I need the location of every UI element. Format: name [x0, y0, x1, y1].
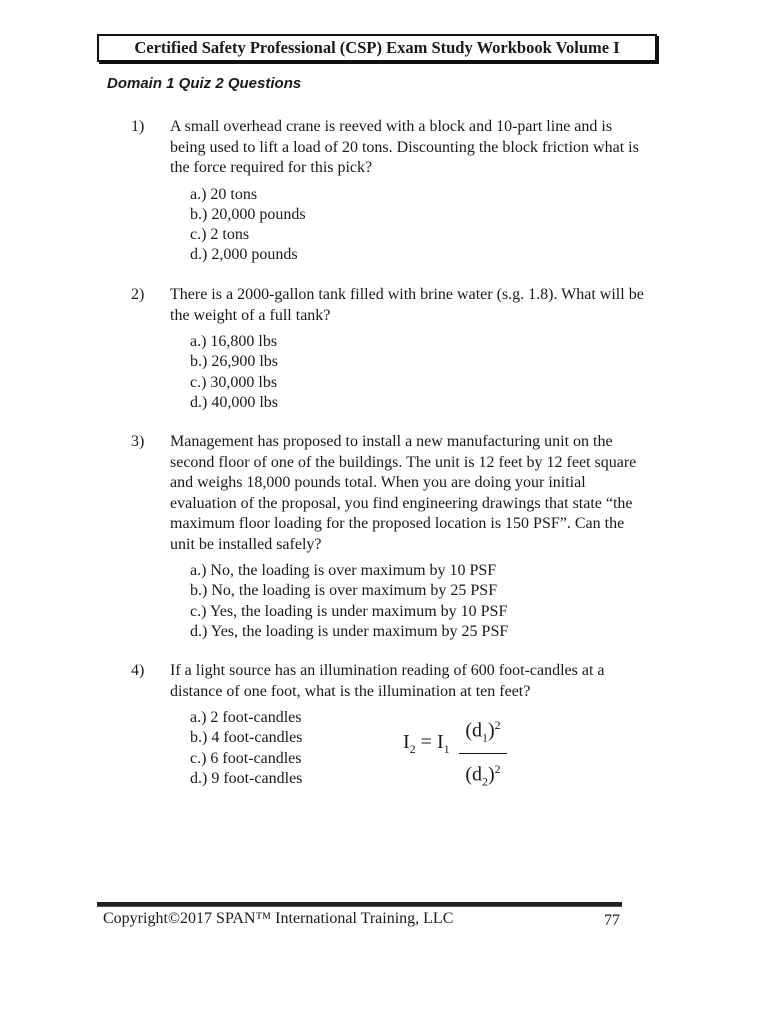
answer-options — [190, 332, 651, 413]
answer-option: a.) 20 tons — [190, 185, 258, 203]
page-number: 77 — [604, 912, 620, 929]
inverse-square-formula — [403, 711, 533, 789]
question-text: A small overhead crane is reeved with a block and 10-part line and is being used to lift a load of 20 tons. Discounting the block friction what is the force required for this pick? — [170, 118, 639, 176]
answer-options — [190, 185, 651, 266]
question-text: Management has proposed to install a new manufacturing unit on the second floor of one of the buildings. The unit is 12 feet by 12 feet square and weighs 18,000 pounds total. When you are doing your initial evaluation of the proposal, you find engineering drawings that state “the maximum floor loading for the proposed location is 150 PSF”. Can the unit be installed safely? — [170, 433, 637, 553]
question-number: 3) — [131, 433, 145, 450]
question-number: 2) — [131, 286, 145, 303]
answer-option: c.) 30,000 lbs — [190, 373, 278, 391]
answer-option: b.) No, the loading is over maximum by 25 PSF — [190, 582, 498, 600]
formula-sub: 1 — [482, 730, 488, 745]
answer-option: b.) 4 foot-candles — [190, 729, 303, 747]
question-2 — [131, 285, 651, 429]
workbook-title: Certified Safety Professional (CSP) Exam Study Workbook Volume I — [134, 38, 620, 57]
formula-text: ) — [488, 719, 495, 742]
answer-option: c.) Yes, the loading is under maximum by 10 PSF — [190, 602, 508, 620]
footer-rule — [97, 902, 622, 907]
formula-text: (d — [465, 719, 482, 742]
formula-lhs — [403, 731, 450, 757]
formula-text: ) — [488, 763, 495, 786]
section-title: Domain 1 Quiz 2 Questions — [107, 75, 302, 92]
question-1 — [131, 117, 651, 282]
question-4 — [131, 661, 651, 805]
formula-sup: 2 — [494, 718, 501, 732]
formula-equals: = — [420, 731, 432, 753]
answer-option: a.) 2 foot-candles — [190, 709, 302, 726]
answer-option: d.) 40,000 lbs — [190, 393, 278, 411]
answer-option: b.) 26,900 lbs — [190, 353, 278, 371]
footer-copyright: Copyright©2017 SPAN™ International Training, LLC — [103, 910, 454, 927]
formula-numerator — [459, 711, 507, 752]
formula-sub: 2 — [482, 774, 488, 789]
question-text: There is a 2000-gallon tank filled with brine water (s.g. 1.8). What will be the weight of a full tank? — [170, 286, 644, 324]
formula-denominator — [459, 755, 507, 796]
fraction-bar — [459, 753, 507, 754]
question-3 — [131, 432, 651, 658]
formula-fraction — [459, 711, 507, 795]
question-number: 1) — [131, 118, 145, 135]
answer-option: d.) 2,000 pounds — [190, 246, 298, 264]
answer-options — [190, 561, 651, 642]
answer-option: d.) Yes, the loading is under maximum by 25 PSF — [190, 622, 509, 640]
formula-text: (d — [465, 763, 482, 786]
answer-option: b.) 20,000 pounds — [190, 205, 306, 223]
formula-sup: 2 — [494, 761, 501, 776]
formula-sub: 2 — [409, 742, 416, 756]
answer-option: c.) 2 tons — [190, 226, 250, 244]
question-text: If a light source has an illumination reading of 600 foot-candles at a distance of one foot, what is the illumination at ten feet? — [170, 662, 605, 700]
formula-var: I — [403, 731, 410, 753]
answer-option: a.) 16,800 lbs — [190, 333, 278, 350]
formula-var: I — [436, 731, 444, 753]
question-number: 4) — [131, 662, 145, 679]
workbook-header — [97, 34, 657, 62]
answer-option: a.) No, the loading is over maximum by 10 PSF — [190, 562, 497, 579]
formula-sub: 1 — [443, 742, 450, 756]
answer-option: d.) 9 foot-candles — [190, 769, 303, 787]
answer-option: c.) 6 foot-candles — [190, 749, 302, 767]
